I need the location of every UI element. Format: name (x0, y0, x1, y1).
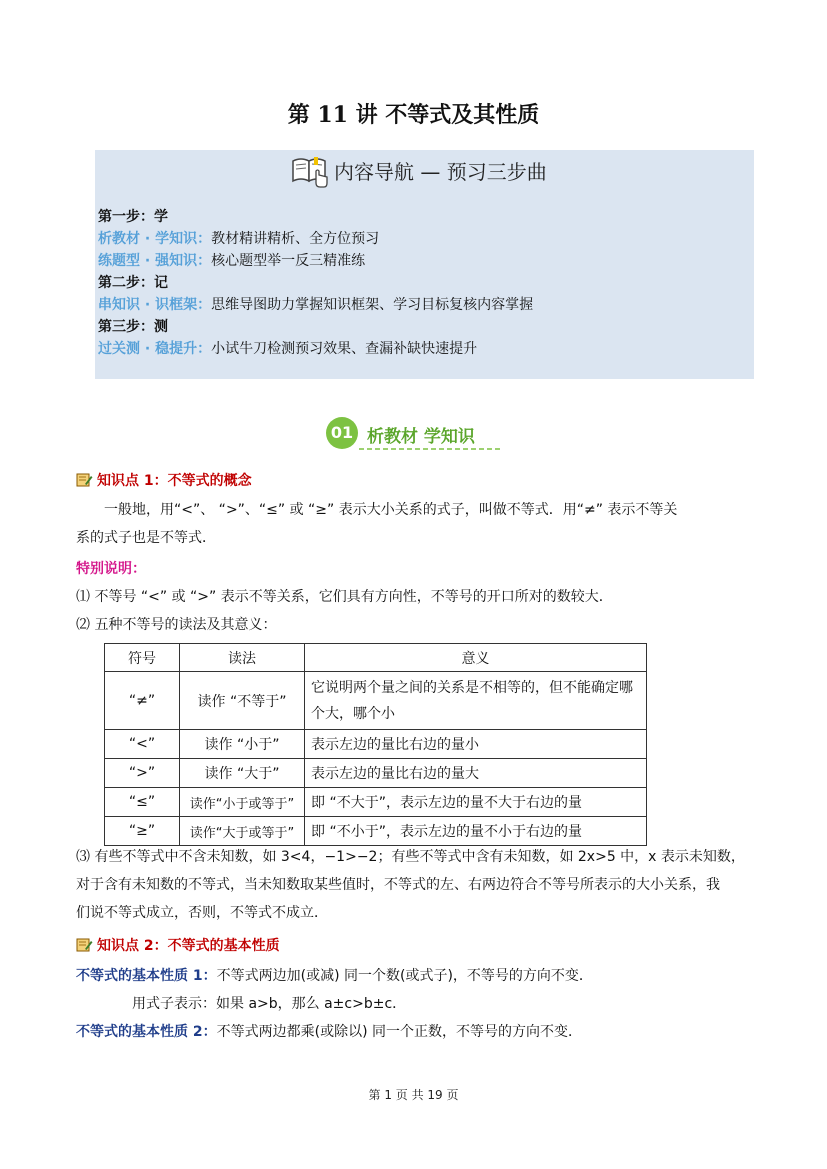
table-cell-reading: 读作 “不等于” (180, 672, 305, 730)
note-1: ⑴ 不等号 “<” 或 “>” 表示不等关系，它们具有方向性，不等号的开口所对的数较大． (76, 589, 613, 605)
nav-row-3-text: 思维导图助力掌握知识框架、学习目标复核内容掌握 (211, 297, 534, 313)
knowledge-point-2-title: 知识点 2：不等式的基本性质 (97, 938, 280, 954)
knowledge-point-2-heading (76, 935, 280, 955)
table-row (105, 672, 647, 730)
notebook-pencil-icon (76, 938, 93, 952)
note-3-line-1: ⑶ 有些不等式中不含未知数，如 3<4，−1>−2；有些不等式中含有未知数，如 2x>5 中，x 表示未知数， (76, 849, 745, 865)
table-row (105, 817, 647, 846)
table-header: 读法 (180, 644, 305, 672)
property-1-label: 不等式的基本性质 1： (76, 968, 217, 984)
table-cell-reading: 读作“小于或等于” (180, 788, 305, 817)
table-cell-symbol: “<” (105, 730, 180, 759)
notebook-pencil-icon (76, 473, 93, 487)
property-2-text: 不等式两边都乘(或除以) 同一个正数，不等号的方向不变． (216, 1024, 582, 1040)
nav-row-3-label: 串知识 · 识框架： (98, 297, 212, 313)
table-cell-meaning: 表示左边的量比右边的量大 (305, 759, 647, 788)
knowledge-point-1-heading (76, 470, 252, 490)
property-1 (76, 962, 756, 990)
nav-row-4 (98, 338, 477, 358)
inequality-symbols-table (104, 643, 647, 846)
nav-row-1 (98, 228, 379, 248)
table-row (105, 730, 647, 759)
table-cell-reading: 读作“大于或等于” (180, 817, 305, 846)
nav-row-2-label: 练题型 · 强知识： (98, 253, 212, 269)
table-cell-meaning: 即 “不小于”，表示左边的量不小于右边的量 (305, 817, 647, 846)
nav-row-1-label: 析教材 · 学知识： (98, 231, 212, 247)
table-header-row (105, 644, 647, 672)
nav-row-4-label: 过关测 · 稳提升： (98, 341, 212, 357)
table-cell-reading: 读作 “大于” (180, 759, 305, 788)
table-cell-reading: 读作 “小于” (180, 730, 305, 759)
step-1: 第一步：学 (98, 209, 168, 225)
table-cell-meaning: 即 “不大于”，表示左边的量不大于右边的量 (305, 788, 647, 817)
nav-row-2 (98, 250, 365, 270)
table-header: 符号 (105, 644, 180, 672)
property-1-text: 不等式两边加(或减) 同一个数(或式子)，不等号的方向不变． (216, 968, 593, 984)
table-row (105, 759, 647, 788)
section-number: 01 (330, 423, 354, 442)
kp1-definition-cont: 系的式子也是不等式． (76, 530, 216, 546)
section-label: 析教材 学知识 (367, 427, 475, 447)
property-1-formula: 用式子表示：如果 a>b，那么 a±c>b±c． (132, 996, 407, 1012)
page-title: 第 11 讲 不等式及其性质 (287, 102, 540, 128)
nav-header-text: 内容导航 — 预习三步曲 (334, 160, 547, 184)
note-3-line-2: 对于含有未知数的不等式，当未知数取某些值时，不等式的左、右两边符合不等号所表示的大小关系，我 (76, 877, 720, 893)
table-cell-symbol: “≤” (105, 788, 180, 817)
book-pointer-icon (290, 153, 332, 189)
note-3-line-3: 们说不等式成立，否则，不等式不成立． (76, 905, 328, 921)
nav-row-1-text: 教材精讲精析、全方位预习 (211, 231, 380, 247)
table-cell-symbol: “≠” (105, 672, 180, 730)
property-2-label: 不等式的基本性质 2： (76, 1024, 217, 1040)
knowledge-point-1-title: 知识点 1：不等式的概念 (97, 473, 252, 489)
kp1-definition: 一般地，用“<”、 “>”、“≤” 或 “≥” 表示大小关系的式子，叫做不等式．用“≠” 表示不等关 (104, 502, 678, 518)
property-2 (76, 1018, 756, 1046)
nav-row-2-text: 核心题型举一反三精准练 (211, 253, 366, 269)
table-cell-meaning: 它说明两个量之间的关系是不相等的，但不能确定哪个大，哪个小 (305, 672, 647, 730)
table-cell-symbol: “≥” (105, 817, 180, 846)
note-2: ⑵ 五种不等号的读法及其意义： (76, 617, 277, 633)
nav-row-4-text: 小试牛刀检测预习效果、查漏补缺快速提升 (211, 341, 478, 357)
table-row (105, 788, 647, 817)
table-header: 意义 (305, 644, 647, 672)
table-cell-meaning: 表示左边的量比右边的量小 (305, 730, 647, 759)
section-badge (325, 416, 505, 452)
page-footer: 第 1 页 共 19 页 (368, 1088, 459, 1102)
table-cell-symbol: “>” (105, 759, 180, 788)
step-3: 第三步：测 (98, 319, 168, 335)
nav-header (290, 153, 590, 189)
step-2: 第二步：记 (98, 275, 168, 291)
special-note-label: 特别说明： (76, 561, 146, 577)
nav-row-3 (98, 294, 533, 314)
